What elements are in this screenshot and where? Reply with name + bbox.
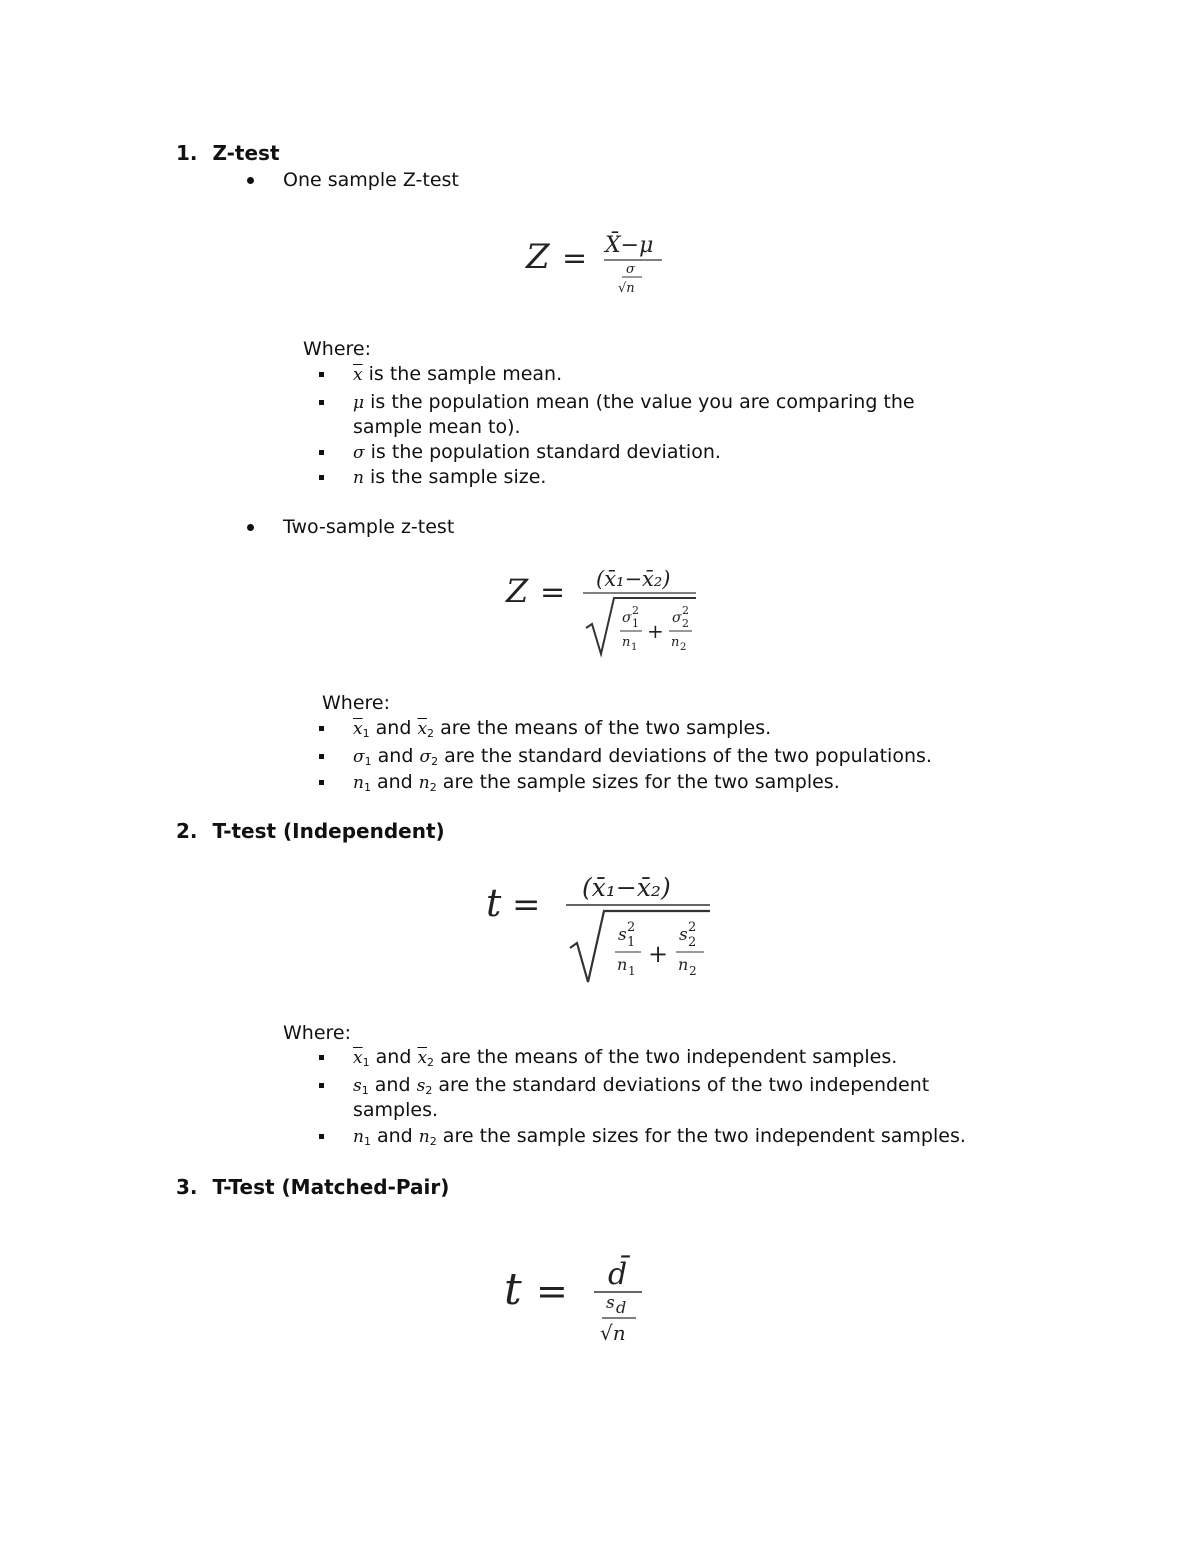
formula-den-bottom: √n <box>618 281 635 296</box>
section-1-heading <box>176 141 280 165</box>
svg-text:n: n <box>671 635 680 650</box>
svg-text:2: 2 <box>688 920 697 935</box>
two-sample-label: Two-sample z-test <box>283 516 455 538</box>
formula-t-independent <box>478 864 718 992</box>
square-bullet-icon <box>319 726 324 731</box>
section-title: T-Test (Matched-Pair) <box>212 1175 450 1199</box>
definition-item-continued: sample mean to). <box>353 416 521 438</box>
formula-numerator: X̄−μ <box>605 233 654 258</box>
svg-text:n: n <box>622 635 631 650</box>
square-bullet-icon <box>319 780 324 785</box>
section-title: T-test (Independent) <box>212 819 445 843</box>
square-bullet-icon <box>319 1055 324 1060</box>
svg-text:1: 1 <box>632 617 639 630</box>
bullet-icon <box>247 177 254 184</box>
bullet-icon <box>247 524 254 531</box>
definition-item: μ is the population mean (the value you are comparing the <box>353 391 915 413</box>
square-bullet-icon <box>319 475 324 480</box>
formula-equals: = <box>512 885 541 925</box>
section-2-heading <box>176 819 445 843</box>
svg-text:2: 2 <box>627 920 636 935</box>
one-sample-label: One sample Z-test <box>283 169 459 191</box>
formula-numerator: (x̄₁−x̄₂) <box>582 873 671 902</box>
svg-text:2: 2 <box>688 935 697 950</box>
svg-text:1: 1 <box>628 964 636 978</box>
square-bullet-icon <box>319 450 324 455</box>
svg-text:s: s <box>618 925 627 945</box>
svg-text:n: n <box>617 955 628 974</box>
section-number: 1. <box>176 141 198 165</box>
svg-text:1: 1 <box>631 642 638 653</box>
definition-item: $n_1$ and $n_2$ are the sample sizes for the two independent samples. <box>353 1125 966 1148</box>
formula-z-two-sample <box>498 558 708 666</box>
formula-lhs: Z <box>526 237 550 277</box>
square-bullet-icon <box>319 1083 324 1088</box>
svg-text:n: n <box>678 955 689 974</box>
section-3-heading <box>176 1175 449 1199</box>
definition-item: $n_1$ and $n_2$ are the sample sizes for the two samples. <box>353 771 840 794</box>
svg-text:+: + <box>647 619 664 643</box>
svg-text:1: 1 <box>627 935 636 950</box>
svg-text:2: 2 <box>632 604 639 617</box>
section-title: Z-test <box>212 141 280 165</box>
svg-text:2: 2 <box>682 617 689 630</box>
formula-numerator: d̄ <box>608 1257 628 1292</box>
svg-text:σ: σ <box>622 610 632 626</box>
svg-text:2: 2 <box>682 604 689 617</box>
square-bullet-icon <box>319 754 324 759</box>
formula-lhs: Z <box>506 572 529 610</box>
section-number: 2. <box>176 819 198 843</box>
svg-text:σ: σ <box>672 610 682 626</box>
formula-equals: = <box>562 241 588 276</box>
formula-lhs: t <box>486 881 502 925</box>
definition-item: $\overline{x}_1$ and $\overline{x}_2$ are the means of the two samples. <box>353 717 772 740</box>
formula-z-one-sample <box>510 222 680 304</box>
definition-item: n is the sample size. <box>353 466 547 488</box>
formula-equals: = <box>540 575 566 610</box>
definition-item: $\overline{x}$ is the sample mean. <box>353 363 563 385</box>
where-label: Where: <box>322 692 391 714</box>
svg-text:+: + <box>648 940 669 968</box>
definition-item: $\sigma_1$ and $\sigma_2$ are the standard deviations of the two populations. <box>353 745 932 768</box>
definition-item: $\overline{x}_1$ and $\overline{x}_2$ are the means of the two independent samples. <box>353 1046 898 1069</box>
formula-lhs: t <box>504 1264 522 1315</box>
svg-text:2: 2 <box>689 964 697 978</box>
formula-t-matched-pair <box>496 1248 656 1352</box>
formula-den-top: s <box>606 1293 615 1313</box>
definition-item-continued: samples. <box>353 1099 439 1121</box>
where-label: Where: <box>303 338 372 360</box>
svg-text:2: 2 <box>680 642 687 653</box>
definition-item: σ is the population standard deviation. <box>353 441 721 463</box>
formula-equals: = <box>536 1269 568 1313</box>
square-bullet-icon <box>319 1134 324 1139</box>
square-bullet-icon <box>319 400 324 405</box>
svg-text:s: s <box>679 925 688 945</box>
svg-text:d: d <box>616 1298 627 1317</box>
formula-den-bottom: √n <box>600 1321 626 1345</box>
formula-den-top: σ <box>626 262 635 277</box>
section-number: 3. <box>176 1175 198 1199</box>
formula-numerator: (x̄₁−x̄₂) <box>596 567 671 591</box>
definition-item: $s_1$ and $s_2$ are the standard deviations of the two independent <box>353 1074 930 1097</box>
square-bullet-icon <box>319 372 324 377</box>
where-label: Where: <box>283 1022 352 1044</box>
